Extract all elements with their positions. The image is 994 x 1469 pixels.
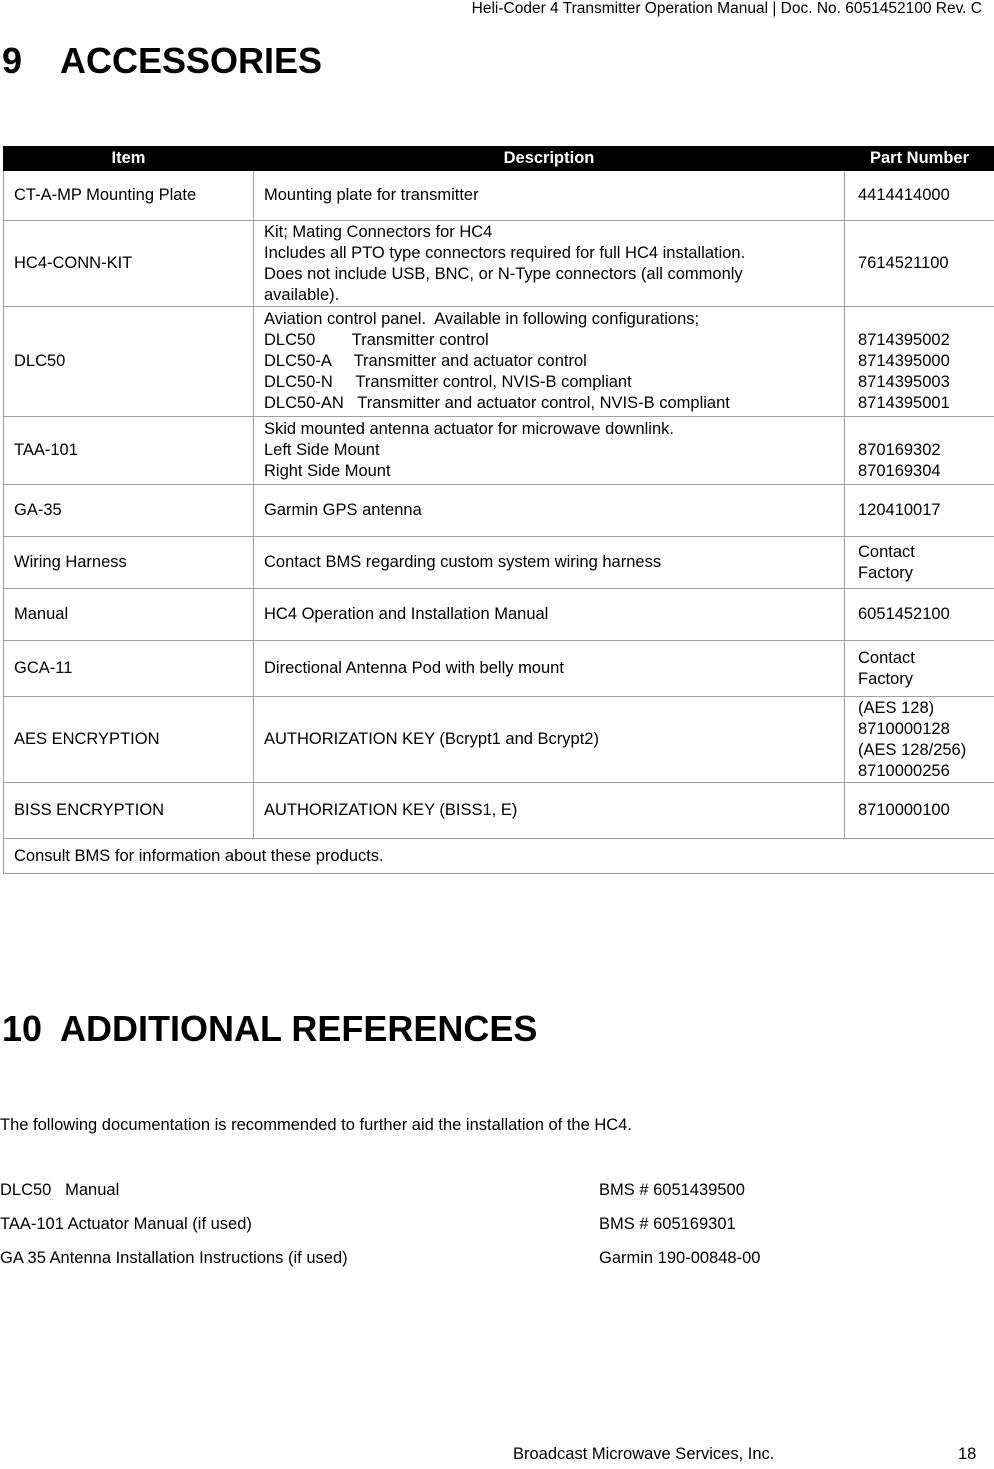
cell-item: BISS ENCRYPTION bbox=[4, 783, 254, 839]
description-line: DLC50-AN Transmitter and actuator control, NVIS-B compliant bbox=[264, 394, 730, 412]
cell-description bbox=[254, 641, 845, 697]
table-footer-note: Consult BMS for information about these products. bbox=[4, 839, 994, 874]
table-row bbox=[4, 307, 994, 417]
cell-item: HC4-CONN-KIT bbox=[4, 221, 254, 307]
description-line: DLC50-N Transmitter control, NVIS-B compliant bbox=[264, 373, 632, 391]
cell-item: AES ENCRYPTION bbox=[4, 697, 254, 783]
cell-part-number bbox=[845, 417, 994, 485]
part-number-line: Factory bbox=[858, 563, 914, 582]
table-row bbox=[4, 171, 994, 221]
section-10-title: ADDITIONAL REFERENCES bbox=[60, 1008, 538, 1049]
description-line: available). bbox=[264, 285, 340, 304]
part-number-line: 8714395000 bbox=[858, 352, 950, 370]
part-number-line: 8710000128 bbox=[858, 719, 950, 738]
footer-company: Broadcast Microwave Services, Inc. bbox=[513, 1445, 775, 1463]
part-number-line: 4414414000 bbox=[858, 186, 950, 204]
column-header-item: Item bbox=[4, 147, 254, 171]
description-line: Mounting plate for transmitter bbox=[264, 186, 479, 204]
reference-number: BMS # 6051439500 bbox=[599, 1181, 745, 1199]
description-line: DLC50-A Transmitter and actuator control bbox=[264, 352, 587, 370]
cell-description bbox=[254, 417, 845, 485]
cell-description bbox=[254, 171, 845, 221]
part-number-line: 8710000256 bbox=[858, 761, 950, 780]
part-number-line: Factory bbox=[858, 669, 914, 688]
column-header-description: Description bbox=[254, 147, 845, 171]
description-line: Right Side Mount bbox=[264, 462, 391, 480]
cell-part-number bbox=[845, 589, 994, 641]
description-line: Aviation control panel. Available in following configurations; bbox=[264, 310, 700, 328]
cell-item: DLC50 bbox=[4, 307, 254, 417]
description-line: DLC50 Transmitter control bbox=[264, 331, 489, 349]
section-10-heading bbox=[2, 1009, 537, 1049]
part-number-line: 8714395002 bbox=[858, 331, 950, 349]
footer-page-number: 18 bbox=[958, 1445, 977, 1463]
section-10-number: 10 bbox=[2, 1008, 43, 1049]
reference-item bbox=[0, 1179, 994, 1213]
intro-paragraph: The following documentation is recommended to further aid the installation of the HC4. bbox=[0, 1116, 632, 1134]
document-header: Heli-Coder 4 Transmitter Operation Manual | Doc. No. 6051452100 Rev. C bbox=[471, 0, 982, 17]
cell-description bbox=[254, 221, 845, 307]
description-line: Does not include USB, BNC, or N-Type connectors (all commonly bbox=[264, 264, 743, 283]
cell-part-number bbox=[845, 485, 994, 537]
section-9-heading bbox=[2, 41, 322, 81]
reference-number: Garmin 190-00848-00 bbox=[599, 1249, 761, 1267]
description-line: AUTHORIZATION KEY (BISS1, E) bbox=[264, 801, 518, 819]
part-number-line: 870169304 bbox=[858, 462, 941, 480]
description-line: Includes all PTO type connectors required for full HC4 installation. bbox=[264, 243, 746, 262]
table-row bbox=[4, 485, 994, 537]
description-line: Directional Antenna Pod with belly mount bbox=[264, 659, 564, 677]
part-number-line: Contact bbox=[858, 542, 915, 561]
cell-part-number bbox=[845, 171, 994, 221]
cell-description bbox=[254, 307, 845, 417]
column-header-part-number: Part Number bbox=[845, 147, 994, 171]
cell-description bbox=[254, 697, 845, 783]
part-number-line: 120410017 bbox=[858, 501, 941, 519]
description-line: HC4 Operation and Installation Manual bbox=[264, 605, 549, 623]
table-row bbox=[4, 417, 994, 485]
cell-item: CT-A-MP Mounting Plate bbox=[4, 171, 254, 221]
reference-number: BMS # 605169301 bbox=[599, 1215, 736, 1233]
part-number-line: 6051452100 bbox=[858, 605, 950, 623]
part-number-line: Contact bbox=[858, 648, 915, 667]
cell-description bbox=[254, 485, 845, 537]
reference-title: DLC50 Manual bbox=[0, 1181, 120, 1199]
section-9-number: 9 bbox=[2, 40, 23, 81]
table-row bbox=[4, 221, 994, 307]
part-number-line: 8710000100 bbox=[858, 801, 950, 819]
table-row bbox=[4, 783, 994, 839]
cell-item: GCA-11 bbox=[4, 641, 254, 697]
cell-part-number bbox=[845, 783, 994, 839]
part-number-line: 8714395001 bbox=[858, 394, 950, 412]
cell-part-number bbox=[845, 641, 994, 697]
description-line: Left Side Mount bbox=[264, 441, 380, 459]
table-row bbox=[4, 589, 994, 641]
table-body bbox=[4, 171, 994, 874]
cell-part-number bbox=[845, 307, 994, 417]
cell-item: TAA-101 bbox=[4, 417, 254, 485]
part-number-line: 7614521100 bbox=[858, 254, 949, 272]
cell-description bbox=[254, 537, 845, 589]
part-number-line: (AES 128/256) bbox=[858, 740, 967, 759]
description-line: Garmin GPS antenna bbox=[264, 501, 422, 519]
references-list bbox=[0, 1179, 994, 1281]
reference-item bbox=[0, 1213, 994, 1247]
part-number-line: 8714395003 bbox=[858, 373, 950, 391]
part-number-line: 870169302 bbox=[858, 441, 941, 459]
cell-part-number bbox=[845, 537, 994, 589]
accessories-table bbox=[3, 146, 994, 874]
reference-title: TAA-101 Actuator Manual (if used) bbox=[0, 1215, 252, 1233]
table-row bbox=[4, 697, 994, 783]
reference-title: GA 35 Antenna Installation Instructions (if used) bbox=[0, 1249, 348, 1267]
cell-description bbox=[254, 589, 845, 641]
cell-item: Manual bbox=[4, 589, 254, 641]
description-line: AUTHORIZATION KEY (Bcrypt1 and Bcrypt2) bbox=[264, 730, 599, 748]
cell-item: GA-35 bbox=[4, 485, 254, 537]
cell-part-number bbox=[845, 221, 994, 307]
table-note-row bbox=[4, 839, 994, 874]
part-number-line: (AES 128) bbox=[858, 698, 935, 717]
description-line: Kit; Mating Connectors for HC4 bbox=[264, 222, 493, 241]
table-row bbox=[4, 537, 994, 589]
description-line: Skid mounted antenna actuator for microwave downlink. bbox=[264, 420, 674, 438]
table-row bbox=[4, 641, 994, 697]
cell-part-number bbox=[845, 697, 994, 783]
cell-description bbox=[254, 783, 845, 839]
cell-item: Wiring Harness bbox=[4, 537, 254, 589]
description-line: Contact BMS regarding custom system wiring harness bbox=[264, 553, 662, 571]
reference-item bbox=[0, 1247, 994, 1281]
table-header-row bbox=[4, 147, 994, 171]
section-9-title: ACCESSORIES bbox=[60, 40, 323, 81]
